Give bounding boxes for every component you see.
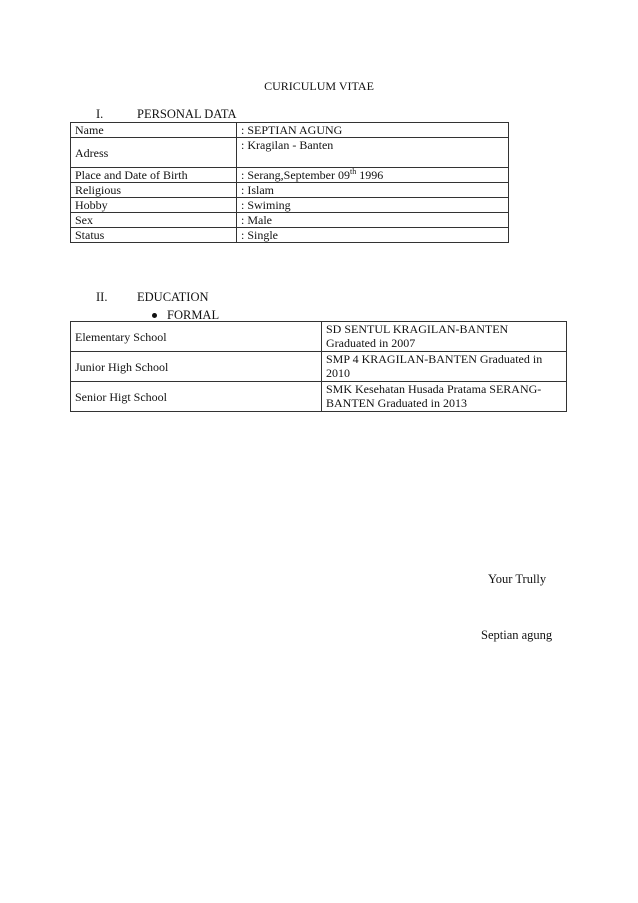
row-value: : Swiming [237, 198, 509, 213]
row-value: : Male [237, 213, 509, 228]
school-name: SMK Kesehatan Husada Pratama SERANG- [326, 382, 542, 396]
row-value: : Single [237, 228, 509, 243]
school-name: SMP 4 KRAGILAN-BANTEN Graduated in [326, 352, 543, 366]
education-school [322, 382, 567, 412]
row-value [237, 168, 509, 183]
education-school [322, 322, 567, 352]
table-row [71, 168, 509, 183]
table-row [71, 228, 509, 243]
table-row [71, 213, 509, 228]
table-row [71, 198, 509, 213]
row-label: Hobby [71, 198, 237, 213]
education-level: Senior Higt School [71, 382, 322, 412]
closing-text: Your Trully [488, 572, 547, 586]
formal-label: FORMAL [167, 308, 220, 322]
document-title: CURICULUM VITAE [264, 79, 374, 93]
personal-data-table [70, 122, 509, 243]
school-name: SD SENTUL KRAGILAN-BANTEN [326, 322, 509, 336]
graduation: 2010 [326, 366, 350, 380]
section-number: I. [96, 107, 104, 121]
table-row [71, 123, 509, 138]
row-label: Place and Date of Birth [71, 168, 237, 183]
birth-value: : Serang,September 09 [241, 168, 350, 182]
row-label: Sex [71, 213, 237, 228]
row-label: Name [71, 123, 237, 138]
graduation: BANTEN Graduated in 2013 [326, 396, 467, 410]
bullet-icon [152, 313, 157, 318]
row-label: Status [71, 228, 237, 243]
row-value: : SEPTIAN AGUNG [237, 123, 509, 138]
table-row [71, 183, 509, 198]
ordinal-suffix: th [349, 167, 357, 176]
education-level: Junior High School [71, 352, 322, 382]
table-row [71, 322, 567, 352]
row-label: Religious [71, 183, 237, 198]
education-table [70, 321, 567, 412]
row-value: : Kragilan - Banten [237, 138, 509, 168]
row-label: Adress [71, 138, 237, 168]
row-value: : Islam [237, 183, 509, 198]
birth-year: 1996 [356, 168, 384, 182]
table-row [71, 138, 509, 168]
graduation: Graduated in 2007 [326, 336, 416, 350]
section-label: EDUCATION [137, 290, 209, 304]
table-row [71, 382, 567, 412]
section-number: II. [96, 290, 108, 304]
section-label: PERSONAL DATA [137, 107, 237, 121]
table-row [71, 352, 567, 382]
signer-name: Septian agung [481, 628, 553, 642]
education-school [322, 352, 567, 382]
education-level: Elementary School [71, 322, 322, 352]
